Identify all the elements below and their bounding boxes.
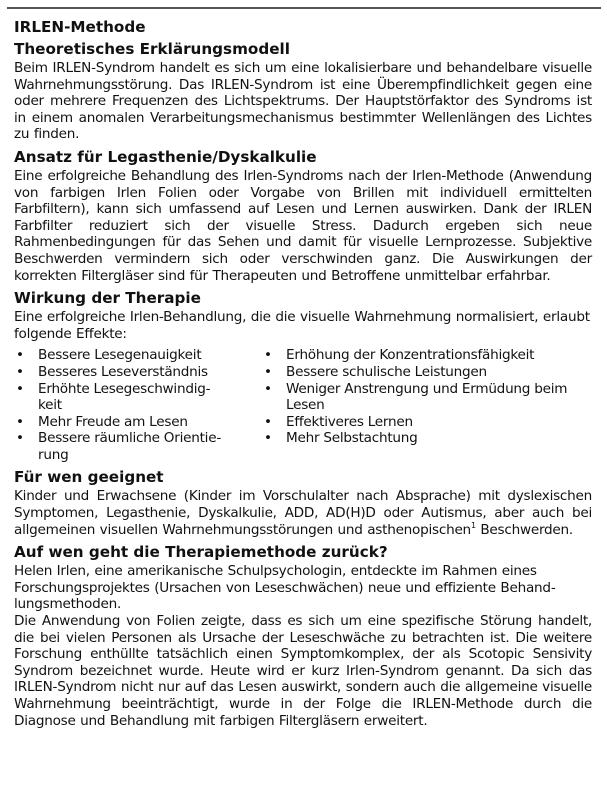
list-item-text: Bessere räumliche Orientierung bbox=[38, 430, 222, 463]
list-item-text: Bessere schulische Leistungen bbox=[286, 363, 487, 380]
bullet-icon: • bbox=[16, 413, 24, 430]
list-item bbox=[262, 364, 592, 381]
section-paragraph: Die Anwendung von Folien zeigte, dass es sich um eine spezifische Störung handelt, die bei vielen Personen als Ursache der Leseschwäche zu betrachten ist. Die weitere Forschung enthüllte tatsächlich einen Symptomkomplex, der als Scotopic Sensivity Syndrom bezeichnet wurde. Heute wird er kurz Irlen-Syndrom genannt. Da sich das IRLEN-Syndrom nicht nur auf das Lesen auswirkt, sondern auch die allgemeine visuelle Wahrnehmung beeinträchtigt, wurde in der Folge die IRLEN-Methode durch die Diagnose und Behandlung mit farbigen Filtergläsern erweitert. bbox=[14, 613, 592, 729]
list-item-text: Weniger Anstrengung und Ermüdung beim Lesen bbox=[286, 380, 568, 414]
section-effects bbox=[14, 288, 592, 463]
bullet-icon: • bbox=[16, 380, 24, 397]
list-item-text: Erhöhte Lesegeschwindigkeit bbox=[38, 380, 211, 414]
section-heading: Für wen geeignet bbox=[14, 468, 164, 487]
bullet-icon: • bbox=[264, 430, 272, 447]
list-item bbox=[262, 430, 592, 447]
list-item-text: Besseres Leseverständnis bbox=[38, 363, 208, 380]
section-paragraph bbox=[14, 488, 592, 538]
header-rule bbox=[7, 7, 601, 9]
bullet-icon: • bbox=[16, 363, 24, 380]
bullet-icon: • bbox=[264, 347, 272, 364]
section-paragraph: Helen Irlen, eine amerikanische Schulpsychologin, entdeckte im Rahmen eines Forschungsprojektes (Ursachen von Leseschwächen) neue und effiziente Behandlungsmethoden. bbox=[14, 563, 556, 613]
section-paragraph: Eine erfolgreiche Irlen-Behandlung, die die visuelle Wahrnehmung normalisiert, erlaubt folgende Effekte: bbox=[14, 309, 590, 342]
document-body bbox=[14, 17, 592, 729]
section-heading: Auf wen geht die Therapiemethode zurück? bbox=[14, 543, 388, 562]
list-item bbox=[14, 347, 262, 364]
list-item-text: Mehr Freude am Lesen bbox=[38, 413, 188, 430]
paragraph-text: Kinder und Erwachsene (Kinder im Vorschulalter nach Absprache) mit dyslexischen Symptomen, Legasthenie, Dyskalkulie, ADD, AD(H)D oder Autismus, aber auch bei allgemeinen visuellen Wahrnehmungsstörungen und asthenopischen bbox=[14, 488, 592, 538]
list-item bbox=[14, 430, 262, 463]
bullet-icon: • bbox=[16, 347, 24, 364]
list-item-text: Effektiveres Lernen bbox=[286, 413, 413, 430]
section-paragraph: Eine erfolgreiche Behandlung des Irlen-Syndroms nach der Irlen-Methode (Anwendung von farbigen Irlen Folien oder Vorgabe von Brillen mit individuell ermittelten Farbfiltern), kann sich umfassend auf Lesen und Lernen auswirken. Dank der IRLEN Farbfilter reduziert sich der visuelle Stress. Dadurch ergeben sich neue Rahmenbedingungen für das Sehen und damit für visuelle Lernprozesse. Subjektive Beschwerden vermindern sich oder verschwinden ganz. Die Auswirkungen der korrekten Filtergläser sind für Therapeuten und Betroffene unmittelbar erfahrbar. bbox=[14, 167, 592, 284]
section-heading: Wirkung der Therapie bbox=[14, 289, 201, 308]
list-item bbox=[262, 381, 592, 414]
section-approach bbox=[14, 147, 592, 284]
section-origin bbox=[14, 542, 592, 729]
list-item-text: Erhöhung der Konzentrationsfähigkeit bbox=[286, 347, 535, 364]
list-item bbox=[14, 381, 262, 414]
section-target-group bbox=[14, 467, 592, 538]
list-item-text: Mehr Selbstachtung bbox=[286, 430, 418, 447]
bullet-icon: • bbox=[16, 430, 24, 447]
cropped-page-header bbox=[8, 0, 128, 2]
section-heading: Theoretisches Erklärungsmodell bbox=[14, 40, 290, 58]
effects-list-right bbox=[262, 347, 592, 463]
list-item bbox=[262, 347, 592, 364]
list-item bbox=[262, 414, 592, 431]
list-item-text: Bessere Lesegenauigkeit bbox=[38, 347, 202, 364]
list-item bbox=[14, 364, 262, 381]
paragraph-tail: Beschwerden. bbox=[480, 521, 573, 538]
list-item bbox=[14, 414, 262, 431]
bullet-icon: • bbox=[264, 363, 272, 380]
effects-list bbox=[14, 347, 592, 463]
footnote-mark: 1 bbox=[470, 520, 476, 530]
section-heading: Ansatz für Legasthenie/Dyskalkulie bbox=[14, 147, 317, 166]
effects-list-left bbox=[14, 347, 262, 463]
bullet-icon: • bbox=[264, 380, 272, 397]
bullet-icon: • bbox=[264, 413, 272, 430]
section-paragraph: Beim IRLEN-Syndrom handelt es sich um eine lokalisierbare und behandelbare visuelle Wahrnehmungsstörung. Das IRLEN-Syndrom ist eine Überempfindlichkeit gegen eine oder mehrere Frequenzen des Lichtspektrums. Der Hauptstörfaktor des Syndroms ist in einem anomalen Verarbeitungsmechanismus bestimmter Wellenlängen des Lichtes zu finden. bbox=[14, 60, 592, 143]
document-title: IRLEN-Methode bbox=[14, 18, 146, 36]
section-theory bbox=[14, 39, 592, 143]
